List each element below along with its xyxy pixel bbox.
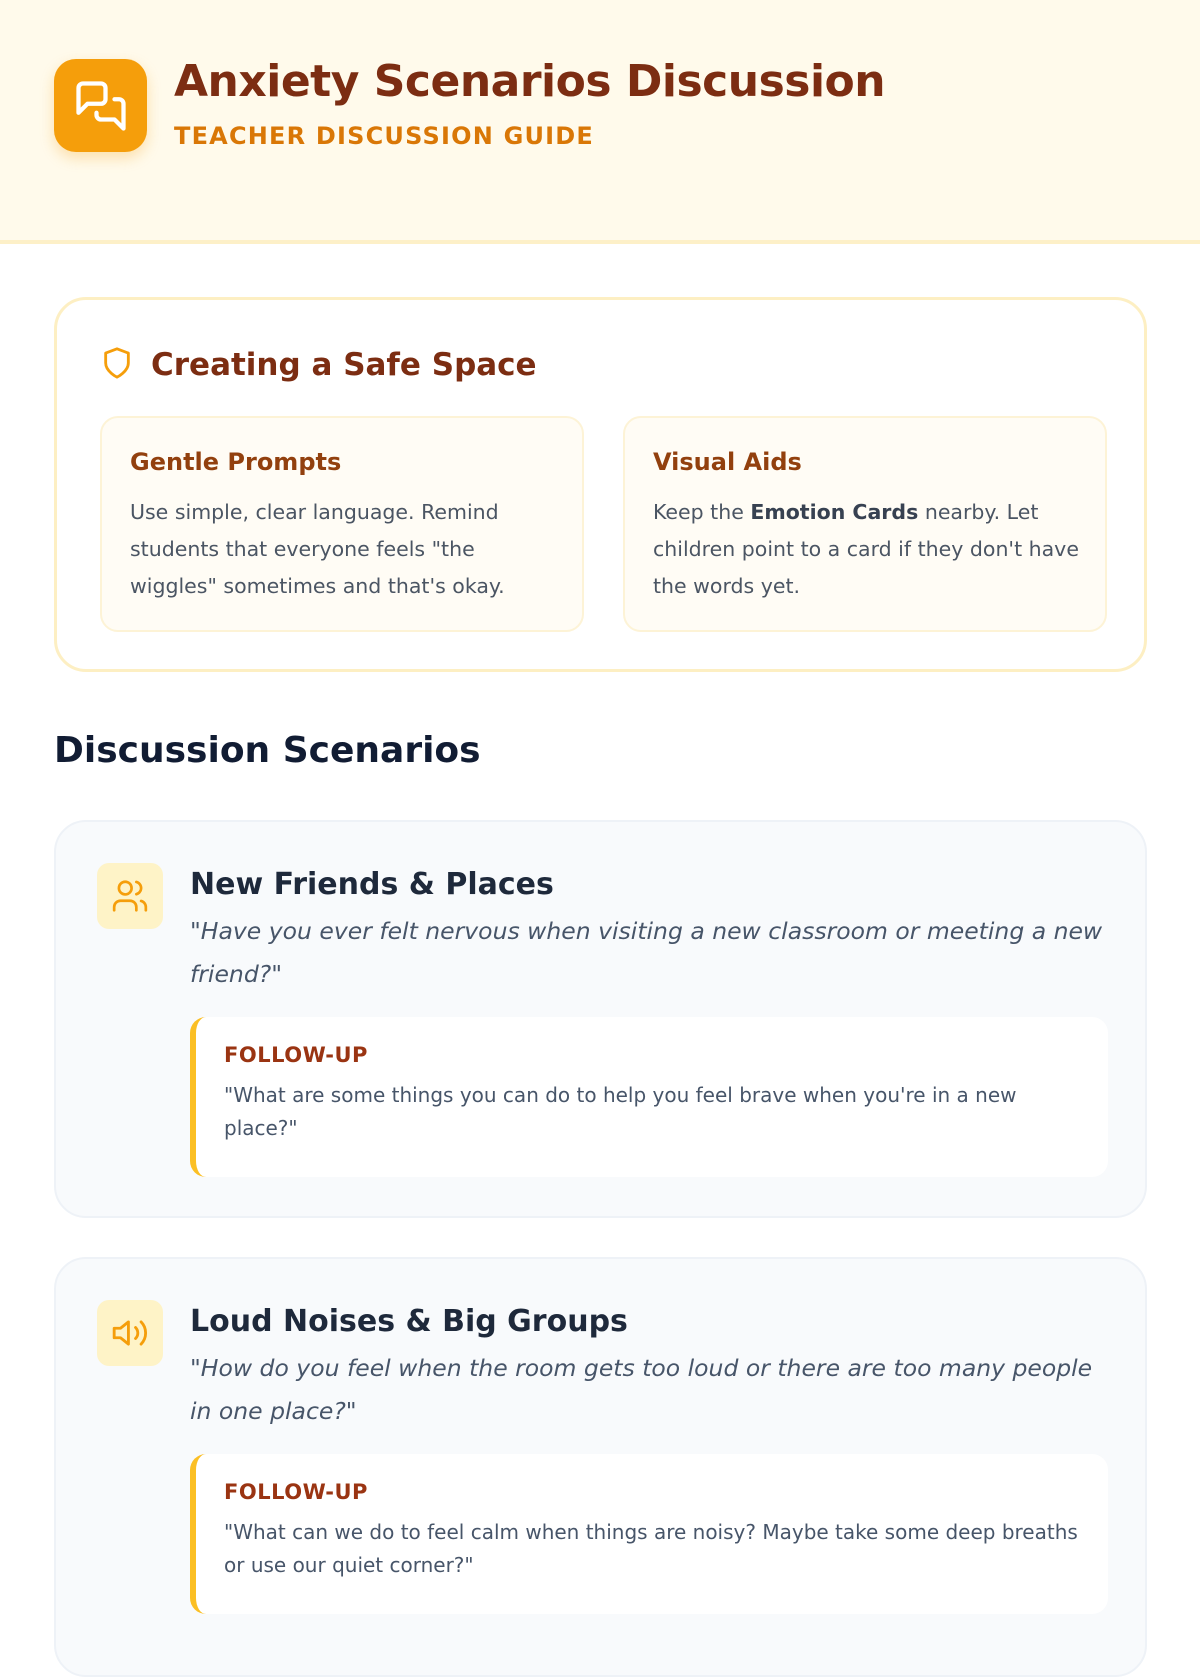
- tip-card-gentle-prompts: [100, 416, 584, 632]
- speaker-volume-icon: [97, 1300, 163, 1366]
- tip-text-after: nearby. Let children point to a card if they don't have the words yet.: [653, 500, 1079, 598]
- tip-text-bold: Emotion Cards: [750, 500, 919, 524]
- safe-space-card: [54, 297, 1147, 672]
- tip-text: Use simple, clear language. Remind students that everyone feels "the wiggles" sometimes and that's okay.: [130, 500, 505, 598]
- tip-text-before: Keep the: [653, 500, 751, 524]
- tip-title: Gentle Prompts: [130, 448, 342, 476]
- follow-up-text: "What can we do to feel calm when things are noisy? Maybe take some deep breaths or use our quiet corner?": [224, 1520, 1078, 1577]
- tip-title: Visual Aids: [653, 448, 802, 476]
- scenario-card: [54, 1257, 1147, 1677]
- scenario-title: Loud Noises & Big Groups: [190, 1304, 628, 1339]
- follow-up-label: FOLLOW-UP: [224, 1480, 368, 1504]
- users-icon: [97, 863, 163, 929]
- scenario-question: "How do you feel when the room gets too loud or there are too many people in one place?": [190, 1354, 1093, 1425]
- chat-bubbles-icon: [54, 59, 147, 152]
- follow-up-box: [190, 1454, 1108, 1614]
- follow-up-label: FOLLOW-UP: [224, 1043, 368, 1067]
- page-title: Anxiety Scenarios Discussion: [174, 56, 886, 107]
- scenario-title: New Friends & Places: [190, 867, 554, 902]
- shield-icon: [100, 344, 134, 386]
- tip-text: [653, 494, 1079, 605]
- follow-up-text: "What are some things you can do to help you feel brave when you're in a new place?": [224, 1083, 1017, 1140]
- section-title: Discussion Scenarios: [54, 730, 481, 771]
- safe-space-heading: [100, 344, 537, 386]
- page-subtitle: TEACHER DISCUSSION GUIDE: [174, 122, 595, 150]
- page-header: [0, 0, 1200, 244]
- scenario-card: [54, 820, 1147, 1218]
- follow-up-box: [190, 1017, 1108, 1177]
- scenario-question: "Have you ever felt nervous when visiting a new classroom or meeting a new friend?": [190, 917, 1103, 988]
- safe-space-title: Creating a Safe Space: [151, 347, 537, 383]
- tip-card-visual-aids: [623, 416, 1107, 632]
